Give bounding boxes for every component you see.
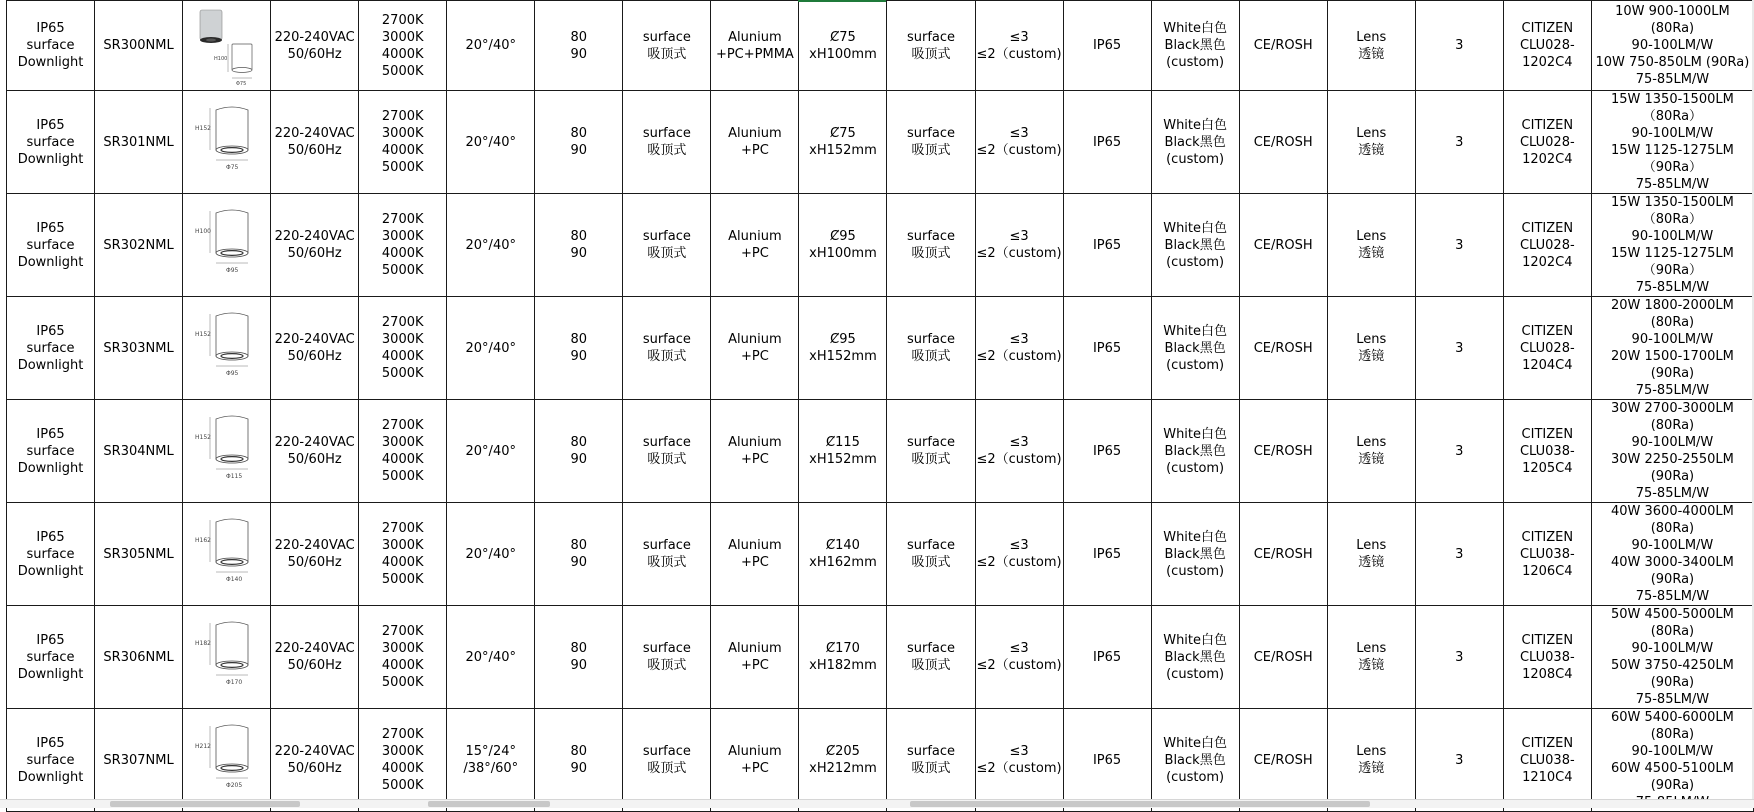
cell-category[interactable]: IP65 surface Downlight	[7, 1, 95, 91]
product-drawing	[192, 409, 262, 493]
cell-model[interactable]: SR300NML	[95, 1, 183, 91]
cell-cert[interactable]: CE/ROSH	[1239, 194, 1327, 297]
cell-led[interactable]: CITIZEN CLU038- 1206C4	[1503, 503, 1591, 606]
cell-cri[interactable]: 80 90	[535, 91, 623, 194]
height-dimension-label: H100	[194, 228, 211, 235]
cell-power[interactable]: 15W 1350-1500LM（80Ra） 90-100LM/W 15W 1125-1275LM（90Ra） 75-85LM/W	[1591, 194, 1753, 297]
cell-beam-angle[interactable]: 20°/40°	[447, 194, 535, 297]
cell-mounting[interactable]: surface 吸顶式	[623, 709, 711, 812]
cell-voltage[interactable]: 220-240VAC 50/60Hz	[271, 194, 359, 297]
product-drawing	[192, 306, 262, 390]
height-dimension-label: H152	[194, 331, 211, 338]
cell-mounting[interactable]: surface 吸顶式	[623, 606, 711, 709]
cell-model[interactable]: SR303NML	[95, 297, 183, 400]
cell-cct[interactable]: 2700K 3000K 4000K 5000K	[359, 91, 447, 194]
cell-cri[interactable]: 80 90	[535, 297, 623, 400]
diameter-dimension-label: Φ170	[225, 679, 242, 686]
cell-beam-angle[interactable]: 15°/24° /38°/60°	[447, 709, 535, 812]
cell-voltage[interactable]: 220-240VAC 50/60Hz	[271, 606, 359, 709]
cell-ip[interactable]: IP65	[1063, 297, 1151, 400]
cell-optic[interactable]: Lens 透镜	[1327, 709, 1415, 812]
cell-ip[interactable]: IP65	[1063, 194, 1151, 297]
cell-color[interactable]: White白色 Black黑色 (custom)	[1151, 91, 1239, 194]
cell-category[interactable]: IP65 surface Downlight	[7, 297, 95, 400]
cell-cri[interactable]: 80 90	[535, 194, 623, 297]
cell-size[interactable]: Ȼ75 xH100mm	[799, 1, 887, 91]
cell-image[interactable]	[183, 503, 271, 606]
cell-size[interactable]: Ȼ140 xH162mm	[799, 503, 887, 606]
cell-warranty[interactable]: 3	[1415, 709, 1503, 812]
cell-voltage[interactable]: 220-240VAC 50/60Hz	[271, 709, 359, 812]
cell-power[interactable]: 60W 5400-6000LM (80Ra) 90-100LM/W 60W 4500-5100LM (90Ra)	[1591, 709, 1753, 812]
cell-warranty[interactable]: 3	[1415, 1, 1503, 91]
cell-cct[interactable]: 2700K 3000K 4000K 5000K	[359, 709, 447, 812]
scrollbar-segment	[428, 801, 550, 807]
cell-category[interactable]: IP65 surface Downlight	[7, 91, 95, 194]
cell-category[interactable]: IP65 surface Downlight	[7, 400, 95, 503]
cell-ugr[interactable]: ≤3 ≤2（custom)	[975, 91, 1063, 194]
cell-material[interactable]: Alunium +PC	[711, 194, 799, 297]
cell-cri[interactable]: 80 90	[535, 503, 623, 606]
diameter-dimension-label: Φ75	[225, 164, 238, 171]
cell-ugr[interactable]: ≤3 ≤2（custom)	[975, 194, 1063, 297]
cell-warranty[interactable]: 3	[1415, 91, 1503, 194]
cell-size[interactable]: Ȼ95 xH100mm	[799, 194, 887, 297]
scrollbar-thumb[interactable]	[110, 801, 300, 807]
cell-category[interactable]: IP65 surface Downlight	[7, 709, 95, 812]
cell-cct[interactable]: 2700K 3000K 4000K 5000K	[359, 503, 447, 606]
cell-install[interactable]: surface 吸顶式	[887, 91, 975, 194]
cell-ugr[interactable]: ≤3 ≤2（custom)	[975, 297, 1063, 400]
cell-voltage[interactable]: 220-240VAC 50/60Hz	[271, 1, 359, 91]
selected-cell-indicator	[798, 0, 886, 2]
cell-size[interactable]: Ȼ95 xH152mm	[799, 297, 887, 400]
cell-optic[interactable]: Lens 透镜	[1327, 503, 1415, 606]
cell-color[interactable]: White白色 Black黑色 (custom)	[1151, 606, 1239, 709]
cell-ip[interactable]: IP65	[1063, 400, 1151, 503]
cell-power[interactable]: 50W 4500-5000LM (80Ra) 90-100LM/W 50W 3750-4250LM (90Ra) 75-85LM/W	[1591, 606, 1753, 709]
cell-cct[interactable]: 2700K 3000K 4000K 5000K	[359, 194, 447, 297]
table-row	[7, 709, 1754, 812]
product-drawing	[192, 718, 262, 802]
height-dimension-label: H152	[194, 125, 211, 132]
cell-cert[interactable]: CE/ROSH	[1239, 297, 1327, 400]
cell-cct[interactable]: 2700K 3000K 4000K 5000K	[359, 400, 447, 503]
table-row	[7, 400, 1754, 503]
cell-cri[interactable]: 80 90	[535, 1, 623, 91]
cell-cri[interactable]: 80 90	[535, 709, 623, 812]
cell-install[interactable]: surface 吸顶式	[887, 194, 975, 297]
cell-ip[interactable]: IP65	[1063, 606, 1151, 709]
cell-category[interactable]: IP65 surface Downlight	[7, 606, 95, 709]
cell-ip[interactable]: IP65	[1063, 91, 1151, 194]
cell-led[interactable]: CITIZEN CLU028- 1204C4	[1503, 297, 1591, 400]
cell-optic[interactable]: Lens 透镜	[1327, 297, 1415, 400]
cell-size[interactable]: Ȼ115 xH152mm	[799, 400, 887, 503]
cell-cert[interactable]: CE/ROSH	[1239, 400, 1327, 503]
fixture-photo	[200, 10, 222, 40]
cell-voltage[interactable]: 220-240VAC 50/60Hz	[271, 400, 359, 503]
table-row	[7, 194, 1754, 297]
cell-cri[interactable]: 80 90	[535, 400, 623, 503]
cell-model[interactable]: SR302NML	[95, 194, 183, 297]
cell-image[interactable]	[183, 709, 271, 812]
diameter-dimension-label: Φ95	[225, 267, 238, 274]
cell-install[interactable]: surface 吸顶式	[887, 709, 975, 812]
cell-warranty[interactable]: 3	[1415, 194, 1503, 297]
height-dimension-label: H182	[194, 640, 211, 647]
cell-install[interactable]: surface 吸顶式	[887, 400, 975, 503]
cell-image[interactable]	[183, 297, 271, 400]
cell-power[interactable]: 15W 1350-1500LM（80Ra） 90-100LM/W 15W 1125-1275LM（90Ra） 75-85LM/W	[1591, 91, 1753, 194]
height-dimension-label: H212	[194, 743, 211, 750]
product-drawing	[192, 100, 262, 184]
cell-ugr[interactable]: ≤3 ≤2（custom)	[975, 709, 1063, 812]
product-spec-table	[6, 0, 1754, 812]
cell-mounting[interactable]: surface 吸顶式	[623, 297, 711, 400]
cell-ugr[interactable]: ≤3 ≤2（custom)	[975, 1, 1063, 91]
diameter-dimension-label: Φ75	[235, 80, 246, 87]
height-dimension-label: H100	[213, 55, 227, 62]
cell-warranty[interactable]: 3	[1415, 297, 1503, 400]
cell-beam-angle[interactable]: 20°/40°	[447, 503, 535, 606]
cell-ip[interactable]: IP65	[1063, 709, 1151, 812]
cell-material[interactable]: Alunium +PC	[711, 91, 799, 194]
cell-mounting[interactable]: surface 吸顶式	[623, 503, 711, 606]
diameter-dimension-label: Φ95	[225, 370, 238, 377]
cell-optic[interactable]: Lens 透镜	[1327, 400, 1415, 503]
cell-ugr[interactable]: ≤3 ≤2（custom)	[975, 503, 1063, 606]
diameter-dimension-label: Φ205	[225, 782, 242, 789]
cell-model[interactable]: SR307NML	[95, 709, 183, 812]
cell-model[interactable]: SR301NML	[95, 91, 183, 194]
cell-cert[interactable]: CE/ROSH	[1239, 503, 1327, 606]
cell-material[interactable]: Alunium +PC+PMMA	[711, 1, 799, 91]
diameter-dimension-label: Φ115	[225, 473, 242, 480]
cell-optic[interactable]: Lens 透镜	[1327, 91, 1415, 194]
cell-color[interactable]: White白色 Black黑色 (custom)	[1151, 400, 1239, 503]
cell-ugr[interactable]: ≤3 ≤2（custom)	[975, 606, 1063, 709]
cell-power[interactable]: 40W 3600-4000LM (80Ra) 90-100LM/W 40W 3000-3400LM (90Ra) 75-85LM/W	[1591, 503, 1753, 606]
cell-optic[interactable]: Lens 透镜	[1327, 194, 1415, 297]
cell-led[interactable]: CITIZEN CLU038- 1205C4	[1503, 400, 1591, 503]
cell-ugr[interactable]: ≤3 ≤2（custom)	[975, 400, 1063, 503]
cell-color[interactable]: White白色 Black黑色 (custom)	[1151, 1, 1239, 91]
cell-category[interactable]: IP65 surface Downlight	[7, 503, 95, 606]
cell-size[interactable]: Ȼ205 xH212mm	[799, 709, 887, 812]
table-row	[7, 91, 1754, 194]
table-row	[7, 1, 1754, 91]
cell-model[interactable]: SR306NML	[95, 606, 183, 709]
cell-beam-angle[interactable]: 20°/40°	[447, 297, 535, 400]
cell-material[interactable]: Alunium +PC	[711, 606, 799, 709]
cell-size[interactable]: Ȼ75 xH152mm	[799, 91, 887, 194]
cell-warranty[interactable]: 3	[1415, 606, 1503, 709]
table-row	[7, 503, 1754, 606]
cell-cert[interactable]: CE/ROSH	[1239, 709, 1327, 812]
cell-warranty[interactable]: 3	[1415, 400, 1503, 503]
cell-led[interactable]: CITIZEN CLU028- 1202C4	[1503, 194, 1591, 297]
cell-ip[interactable]: IP65	[1063, 1, 1151, 91]
cell-color[interactable]: White白色 Black黑色 (custom)	[1151, 709, 1239, 812]
cell-led[interactable]: CITIZEN CLU038- 1208C4	[1503, 606, 1591, 709]
product-drawing	[192, 512, 262, 596]
cell-beam-angle[interactable]: 20°/40°	[447, 91, 535, 194]
product-drawing	[192, 203, 262, 287]
cell-install[interactable]: surface 吸顶式	[887, 503, 975, 606]
product-drawing	[192, 4, 262, 88]
cell-mounting[interactable]: surface 吸顶式	[623, 1, 711, 91]
table-row	[7, 297, 1754, 400]
cell-size[interactable]: Ȼ170 xH182mm	[799, 606, 887, 709]
cell-material[interactable]: Alunium +PC	[711, 709, 799, 812]
height-dimension-label: H152	[194, 434, 211, 441]
cell-beam-angle[interactable]: 20°/40°	[447, 400, 535, 503]
scrollbar-segment	[910, 801, 1370, 807]
table-row	[7, 606, 1754, 709]
cell-cct[interactable]: 2700K 3000K 4000K 5000K	[359, 297, 447, 400]
cell-warranty[interactable]: 3	[1415, 503, 1503, 606]
cell-image[interactable]	[183, 194, 271, 297]
cell-ip[interactable]: IP65	[1063, 503, 1151, 606]
cell-install[interactable]: surface 吸顶式	[887, 297, 975, 400]
cell-cert[interactable]: CE/ROSH	[1239, 606, 1327, 709]
cell-image[interactable]	[183, 606, 271, 709]
cell-category[interactable]: IP65 surface Downlight	[7, 194, 95, 297]
cell-cri[interactable]: 80 90	[535, 606, 623, 709]
cell-mounting[interactable]: surface 吸顶式	[623, 91, 711, 194]
cell-color[interactable]: White白色 Black黑色 (custom)	[1151, 194, 1239, 297]
cell-mounting[interactable]: surface 吸顶式	[623, 400, 711, 503]
cell-model[interactable]: SR304NML	[95, 400, 183, 503]
cell-cert[interactable]: CE/ROSH	[1239, 1, 1327, 91]
cell-power[interactable]: 20W 1800-2000LM (80Ra) 90-100LM/W 20W 1500-1700LM (90Ra) 75-85LM/W	[1591, 297, 1753, 400]
cell-image[interactable]	[183, 400, 271, 503]
cell-power[interactable]: 30W 2700-3000LM (80Ra) 90-100LM/W 30W 2250-2550LM (90Ra) 75-85LM/W	[1591, 400, 1753, 503]
cell-led[interactable]: CITIZEN CLU028- 1202C4	[1503, 91, 1591, 194]
cell-voltage[interactable]: 220-240VAC 50/60Hz	[271, 91, 359, 194]
cell-model[interactable]: SR305NML	[95, 503, 183, 606]
cell-cct[interactable]: 2700K 3000K 4000K 5000K	[359, 1, 447, 91]
cell-beam-angle[interactable]: 20°/40°	[447, 606, 535, 709]
cell-color[interactable]: White白色 Black黑色 (custom)	[1151, 503, 1239, 606]
height-dimension-label: H162	[194, 537, 211, 544]
cell-material[interactable]: Alunium +PC	[711, 297, 799, 400]
cell-led[interactable]: CITIZEN CLU028- 1202C4	[1503, 1, 1591, 91]
cell-power[interactable]: 10W 900-1000LM (80Ra) 90-100LM/W 10W 750-850LM (90Ra) 75-85LM/W	[1591, 1, 1753, 91]
cell-cert[interactable]: CE/ROSH	[1239, 91, 1327, 194]
cell-material[interactable]: Alunium +PC	[711, 400, 799, 503]
product-drawing	[192, 615, 262, 699]
cell-beam-angle[interactable]: 20°/40°	[447, 1, 535, 91]
cell-install[interactable]: surface 吸顶式	[887, 1, 975, 91]
cell-optic[interactable]: Lens 透镜	[1327, 606, 1415, 709]
cell-install[interactable]: surface 吸顶式	[887, 606, 975, 709]
diameter-dimension-label: Φ140	[225, 576, 242, 583]
cell-color[interactable]: White白色 Black黑色 (custom)	[1151, 297, 1239, 400]
cell-voltage[interactable]: 220-240VAC 50/60Hz	[271, 503, 359, 606]
cell-material[interactable]: Alunium +PC	[711, 503, 799, 606]
cell-mounting[interactable]: surface 吸顶式	[623, 194, 711, 297]
cell-optic[interactable]: Lens 透镜	[1327, 1, 1415, 91]
cell-voltage[interactable]: 220-240VAC 50/60Hz	[271, 297, 359, 400]
cell-image[interactable]	[183, 91, 271, 194]
cell-led[interactable]: CITIZEN CLU038- 1210C4	[1503, 709, 1591, 812]
cell-image[interactable]	[183, 1, 271, 91]
cell-cct[interactable]: 2700K 3000K 4000K 5000K	[359, 606, 447, 709]
